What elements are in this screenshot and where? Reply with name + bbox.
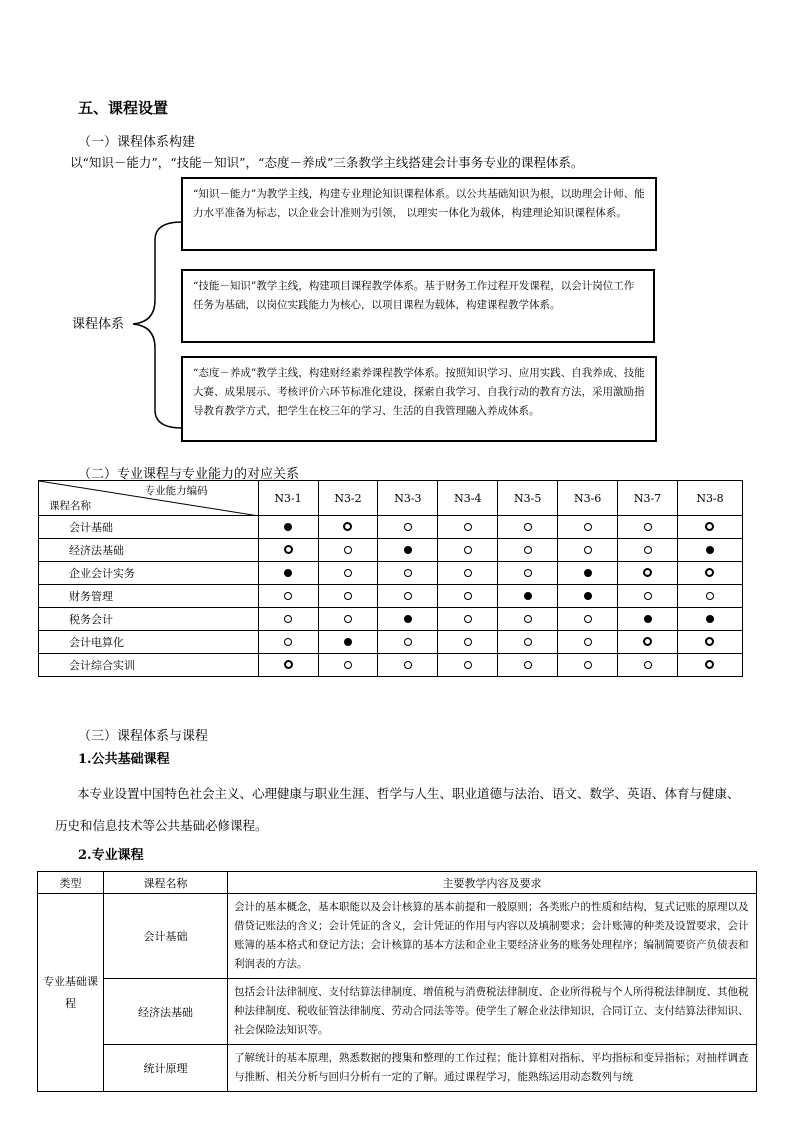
empty-circle-icon xyxy=(524,523,532,531)
matrix-cell xyxy=(318,585,378,608)
course-name-cell: 经济法基础 xyxy=(104,979,228,1045)
matrix-course-name: 企业会计实务 xyxy=(39,562,259,585)
empty-circle-icon xyxy=(464,523,472,531)
empty-circle-icon xyxy=(524,615,532,623)
bold-circle-icon xyxy=(705,660,714,669)
matrix-cell xyxy=(498,608,558,631)
matrix-corner-cell xyxy=(39,481,259,516)
matrix-row xyxy=(39,631,743,654)
course-name-header: 课程名称 xyxy=(104,872,228,894)
matrix-row xyxy=(39,516,743,539)
matrix-cell xyxy=(438,654,498,677)
filled-circle-icon xyxy=(284,569,292,577)
empty-circle-icon xyxy=(464,661,472,669)
code-header: N3-8 xyxy=(677,481,742,516)
filled-circle-icon xyxy=(284,523,292,531)
matrix-cell xyxy=(558,608,618,631)
matrix-cell xyxy=(378,608,438,631)
empty-circle-icon xyxy=(584,523,592,531)
type-header: 类型 xyxy=(38,872,104,894)
public-course-heading: 1.公共基础课程 xyxy=(78,752,170,767)
bold-circle-icon xyxy=(284,660,293,669)
matrix-cell xyxy=(618,562,678,585)
public-course-paragraph: 本专业设置中国特色社会主义、心理健康与职业生涯、哲学与人生、职业道德与法治、语文、数学、英语、体育与健康、历史和信息技术等公共基础必修课程。 xyxy=(55,786,740,833)
empty-circle-icon xyxy=(464,592,472,600)
empty-circle-icon xyxy=(464,546,472,554)
empty-circle-icon xyxy=(644,592,652,600)
empty-circle-icon xyxy=(584,546,592,554)
professional-course-heading: 2.专业课程 xyxy=(78,848,144,863)
matrix-cell xyxy=(618,539,678,562)
matrix-cell xyxy=(558,631,618,654)
matrix-cell xyxy=(318,562,378,585)
bold-circle-icon xyxy=(705,637,714,646)
matrix-cell xyxy=(258,516,318,539)
empty-circle-icon xyxy=(644,661,652,669)
sub2-title: （二）专业课程与专业能力的对应关系 xyxy=(78,467,300,482)
empty-circle-icon xyxy=(344,592,352,600)
matrix-cell xyxy=(438,562,498,585)
course-desc-cell: 包括会计法律制度、支付结算法律制度、增值税与消费税法律制度、企业所得税与个人所得税法律制度、其他税种法律制度、税收征管法律制度、劳动合同法等等。使学生了解企业法律知识，合同订立、支付结算法律知识、社会保险法知识等。 xyxy=(228,979,757,1045)
code-header: N3-3 xyxy=(378,481,438,516)
matrix-cell xyxy=(378,631,438,654)
matrix-cell xyxy=(558,562,618,585)
empty-circle-icon xyxy=(284,615,292,623)
bold-circle-icon xyxy=(705,568,714,577)
matrix-cell xyxy=(378,585,438,608)
course-desc-cell: 了解统计的基本原理，熟悉数据的搜集和整理的工作过程；能计算相对指标、平均指标和变异指标；对抽样调查与推断、相关分析与回归分析有一定的了解。通过课程学习，能熟练运用动态数列与统 xyxy=(228,1045,757,1092)
empty-circle-icon xyxy=(464,569,472,577)
matrix-cell xyxy=(677,608,742,631)
system-box-attitude: “态度－养成”教学主线，构建财经素养课程教学体系。按照知识学习、应用实践、自我养成、技能大赛、成果展示、考核评价六环节标准化建设，探索自我学习、自我行动的教育方法，采用激励指导教育教学方式，把学生在校三年的学习、生活的自我管理融入养成体系。 xyxy=(181,356,657,442)
matrix-cell xyxy=(558,585,618,608)
system-box-knowledge: “知识－能力”为教学主线，构建专业理论知识课程体系。以公共基础知识为根，以助理会计师、能力水平准备为标志，以企业会计准则为引领， 以理实一体化为载体，构建理论知识课程体系。 xyxy=(181,177,657,251)
matrix-cell xyxy=(498,562,558,585)
empty-circle-icon xyxy=(524,569,532,577)
sub3-title: （三）课程体系与课程 xyxy=(78,729,209,744)
matrix-cell xyxy=(677,562,742,585)
matrix-cell xyxy=(318,631,378,654)
matrix-cell xyxy=(258,631,318,654)
filled-circle-icon xyxy=(644,615,652,623)
matrix-row xyxy=(39,585,743,608)
course-name-cell: 统计原理 xyxy=(104,1045,228,1092)
empty-circle-icon xyxy=(524,546,532,554)
course-table xyxy=(37,871,757,1092)
ability-matrix-table xyxy=(38,480,743,677)
matrix-course-name: 经济法基础 xyxy=(39,539,259,562)
matrix-cell xyxy=(258,585,318,608)
header-bottom-label: 课程名称 xyxy=(49,500,91,512)
filled-circle-icon xyxy=(584,592,592,600)
empty-circle-icon xyxy=(344,661,352,669)
empty-circle-icon xyxy=(404,638,412,646)
matrix-cell xyxy=(677,654,742,677)
matrix-cell xyxy=(558,654,618,677)
sub1-title: （一）课程体系构建 xyxy=(78,135,196,150)
empty-circle-icon xyxy=(344,569,352,577)
code-header: N3-6 xyxy=(558,481,618,516)
matrix-course-name: 会计综合实训 xyxy=(39,654,259,677)
matrix-cell xyxy=(438,585,498,608)
matrix-cell xyxy=(558,539,618,562)
empty-circle-icon xyxy=(584,661,592,669)
code-header: N3-2 xyxy=(318,481,378,516)
empty-circle-icon xyxy=(404,569,412,577)
empty-circle-icon xyxy=(524,638,532,646)
filled-circle-icon xyxy=(404,615,412,623)
empty-circle-icon xyxy=(584,638,592,646)
empty-circle-icon xyxy=(404,523,412,531)
empty-circle-icon xyxy=(284,638,292,646)
content-header: 主要教学内容及要求 xyxy=(228,872,757,894)
matrix-cell xyxy=(558,516,618,539)
empty-circle-icon xyxy=(284,592,292,600)
matrix-cell xyxy=(378,516,438,539)
empty-circle-icon xyxy=(464,638,472,646)
matrix-cell xyxy=(318,516,378,539)
header-top-label: 专业能力编码 xyxy=(144,485,208,497)
matrix-cell xyxy=(258,608,318,631)
course-name-cell: 会计基础 xyxy=(104,894,228,979)
matrix-row xyxy=(39,562,743,585)
empty-circle-icon xyxy=(404,661,412,669)
matrix-cell xyxy=(618,654,678,677)
matrix-cell xyxy=(438,608,498,631)
matrix-cell xyxy=(677,585,742,608)
matrix-cell xyxy=(378,562,438,585)
matrix-cell xyxy=(258,562,318,585)
matrix-cell xyxy=(318,539,378,562)
empty-circle-icon xyxy=(464,615,472,623)
category-cell: 专业基础课程 xyxy=(38,894,104,1092)
matrix-cell xyxy=(438,539,498,562)
matrix-course-name: 会计基础 xyxy=(39,516,259,539)
matrix-cell xyxy=(498,654,558,677)
empty-circle-icon xyxy=(404,592,412,600)
bold-circle-icon xyxy=(705,522,714,531)
bold-circle-icon xyxy=(284,545,293,554)
matrix-cell xyxy=(498,631,558,654)
section-title: 五、课程设置 xyxy=(78,99,169,117)
matrix-row xyxy=(39,539,743,562)
matrix-cell xyxy=(438,516,498,539)
matrix-cell xyxy=(498,539,558,562)
matrix-cell xyxy=(618,608,678,631)
system-box-skill: “技能－知识”教学主线，构建项目课程教学体系。基于财务工作过程开发课程，以会计岗位工作任务为基础，以岗位实践能力为核心，以项目课程为载体，构建课程教学体系。 xyxy=(181,269,655,343)
filled-circle-icon xyxy=(706,546,714,554)
empty-circle-icon xyxy=(344,546,352,554)
matrix-row xyxy=(39,608,743,631)
filled-circle-icon xyxy=(404,546,412,554)
code-header: N3-4 xyxy=(438,481,498,516)
matrix-cell xyxy=(618,585,678,608)
bold-circle-icon xyxy=(343,522,352,531)
empty-circle-icon xyxy=(584,615,592,623)
matrix-cell xyxy=(498,516,558,539)
matrix-cell xyxy=(498,585,558,608)
matrix-cell xyxy=(318,608,378,631)
code-header: N3-5 xyxy=(498,481,558,516)
empty-circle-icon xyxy=(644,546,652,554)
filled-circle-icon xyxy=(344,638,352,646)
empty-circle-icon xyxy=(524,661,532,669)
matrix-cell xyxy=(677,539,742,562)
diagram-label: 课程体系 xyxy=(72,317,125,332)
code-header: N3-1 xyxy=(258,481,318,516)
matrix-cell xyxy=(677,516,742,539)
matrix-cell xyxy=(378,654,438,677)
empty-circle-icon xyxy=(706,592,714,600)
code-header: N3-7 xyxy=(618,481,678,516)
matrix-cell xyxy=(677,631,742,654)
matrix-cell xyxy=(258,539,318,562)
brace-icon xyxy=(125,200,185,440)
matrix-course-name: 税务会计 xyxy=(39,608,259,631)
empty-circle-icon xyxy=(344,615,352,623)
matrix-course-name: 会计电算化 xyxy=(39,631,259,654)
filled-circle-icon xyxy=(524,592,532,600)
matrix-cell xyxy=(318,654,378,677)
sub1-intro: 以“知识－能力”，“技能－知识”，“态度－养成”三条教学主线搭建会计事务专业的课程体系。 xyxy=(70,155,584,170)
matrix-cell xyxy=(378,539,438,562)
matrix-cell xyxy=(618,516,678,539)
bold-circle-icon xyxy=(643,637,652,646)
matrix-row xyxy=(39,654,743,677)
matrix-cell xyxy=(438,631,498,654)
matrix-cell xyxy=(618,631,678,654)
course-desc-cell: 会计的基本概念，基本职能以及会计核算的基本前提和一般原则；各类账户的性质和结构，复式记账的原理以及借贷记账法的含义；会计凭证的含义，会计凭证的作用与内容以及填制要求；会计账簿的种类及设置要求，会计账簿的基本格式和登记方法；会计核算的基本方法和企业主要经济业务的账务处理程序；编制简要资产负债表和利润表的方法。 xyxy=(228,894,757,979)
filled-circle-icon xyxy=(706,615,714,623)
matrix-course-name: 财务管理 xyxy=(39,585,259,608)
empty-circle-icon xyxy=(644,523,652,531)
filled-circle-icon xyxy=(584,569,592,577)
matrix-cell xyxy=(258,654,318,677)
bold-circle-icon xyxy=(643,568,652,577)
